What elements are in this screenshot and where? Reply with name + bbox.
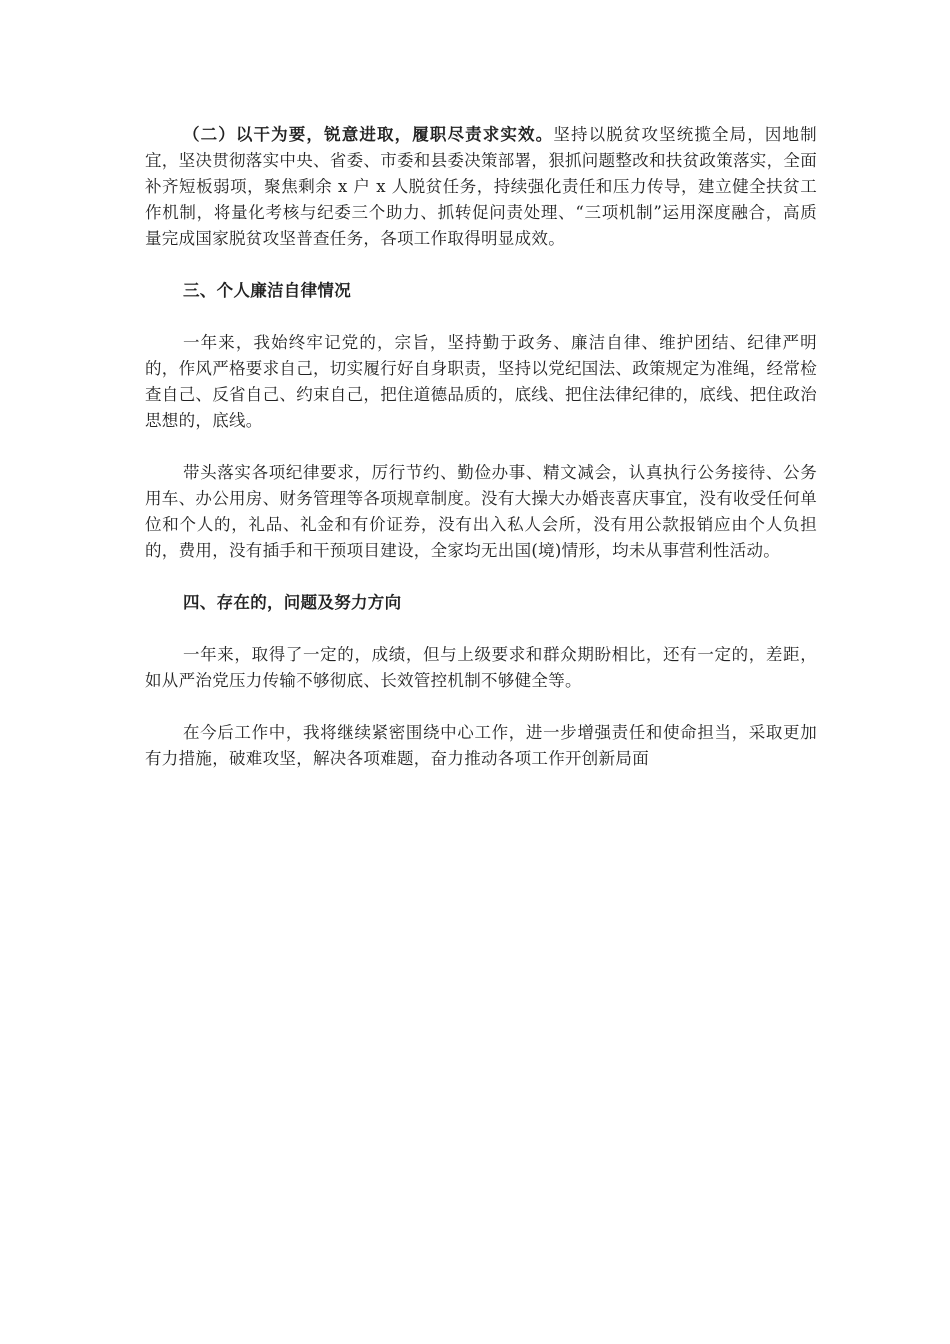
- section-2-paragraph: [145, 122, 817, 252]
- document-page: [145, 122, 817, 798]
- section-3-paragraph-2: 带头落实各项纪律要求，厉行节约、勤俭办事、精文减会，认真执行公务接待、公务用车、办公用房、财务管理等各项规章制度。没有大操大办婚丧喜庆事宜，没有收受任何单位和个人的，礼品、礼金和有价证券，没有出入私人会所，没有用公款报销应由个人负担的，费用，没有插手和干预项目建设，全家均无出国(境)情形，均未从事营利性活动。: [145, 463, 817, 560]
- section-4-paragraph-2: 在今后工作中，我将继续紧密围绕中心工作，进一步增强责任和使命担当，采取更加有力措施，破难攻坚，解决各项难题，奋力推动各项工作开创新局面: [145, 723, 817, 768]
- section-3-paragraph-1: 一年来，我始终牢记党的，宗旨，坚持勤于政务、廉洁自律、维护团结、纪律严明的，作风严格要求自己，切实履行好自身职责，坚持以党纪国法、政策规定为准绳，经常检查自己、反省自己、约束自己，把住道德品质的，底线、把住法律纪律的，底线、把住政治思想的，底线。: [145, 333, 817, 430]
- section-4-heading: 四、存在的，问题及努力方向: [183, 593, 402, 612]
- section-4-paragraph-1: 一年来，取得了一定的，成绩，但与上级要求和群众期盼相比，还有一定的，差距，如从严治党压力传输不够彻底、长效管控机制不够健全等。: [145, 645, 817, 690]
- section-3-heading: 三、个人廉洁自律情况: [183, 281, 351, 300]
- section-2-lead: （二）以干为要，锐意进取，履职尽责求实效。: [183, 125, 554, 144]
- section-2-body: 坚持以脱贫攻坚统揽全局，因地制宜，坚决贯彻落实中央、省委、市委和县委决策部署，狠抓问题整改和扶贫政策落实，全面补齐短板弱项，聚焦剩余 x 户 x 人脱贫任务，持续强化责任和压力传导，建立健全扶贫工作机制，将量化考核与纪委三个助力、抓转促问责处理、“三项机制”运用深度融合，高质量完成国家脱贫攻坚普查任务，各项工作取得明显成效。: [145, 125, 817, 248]
